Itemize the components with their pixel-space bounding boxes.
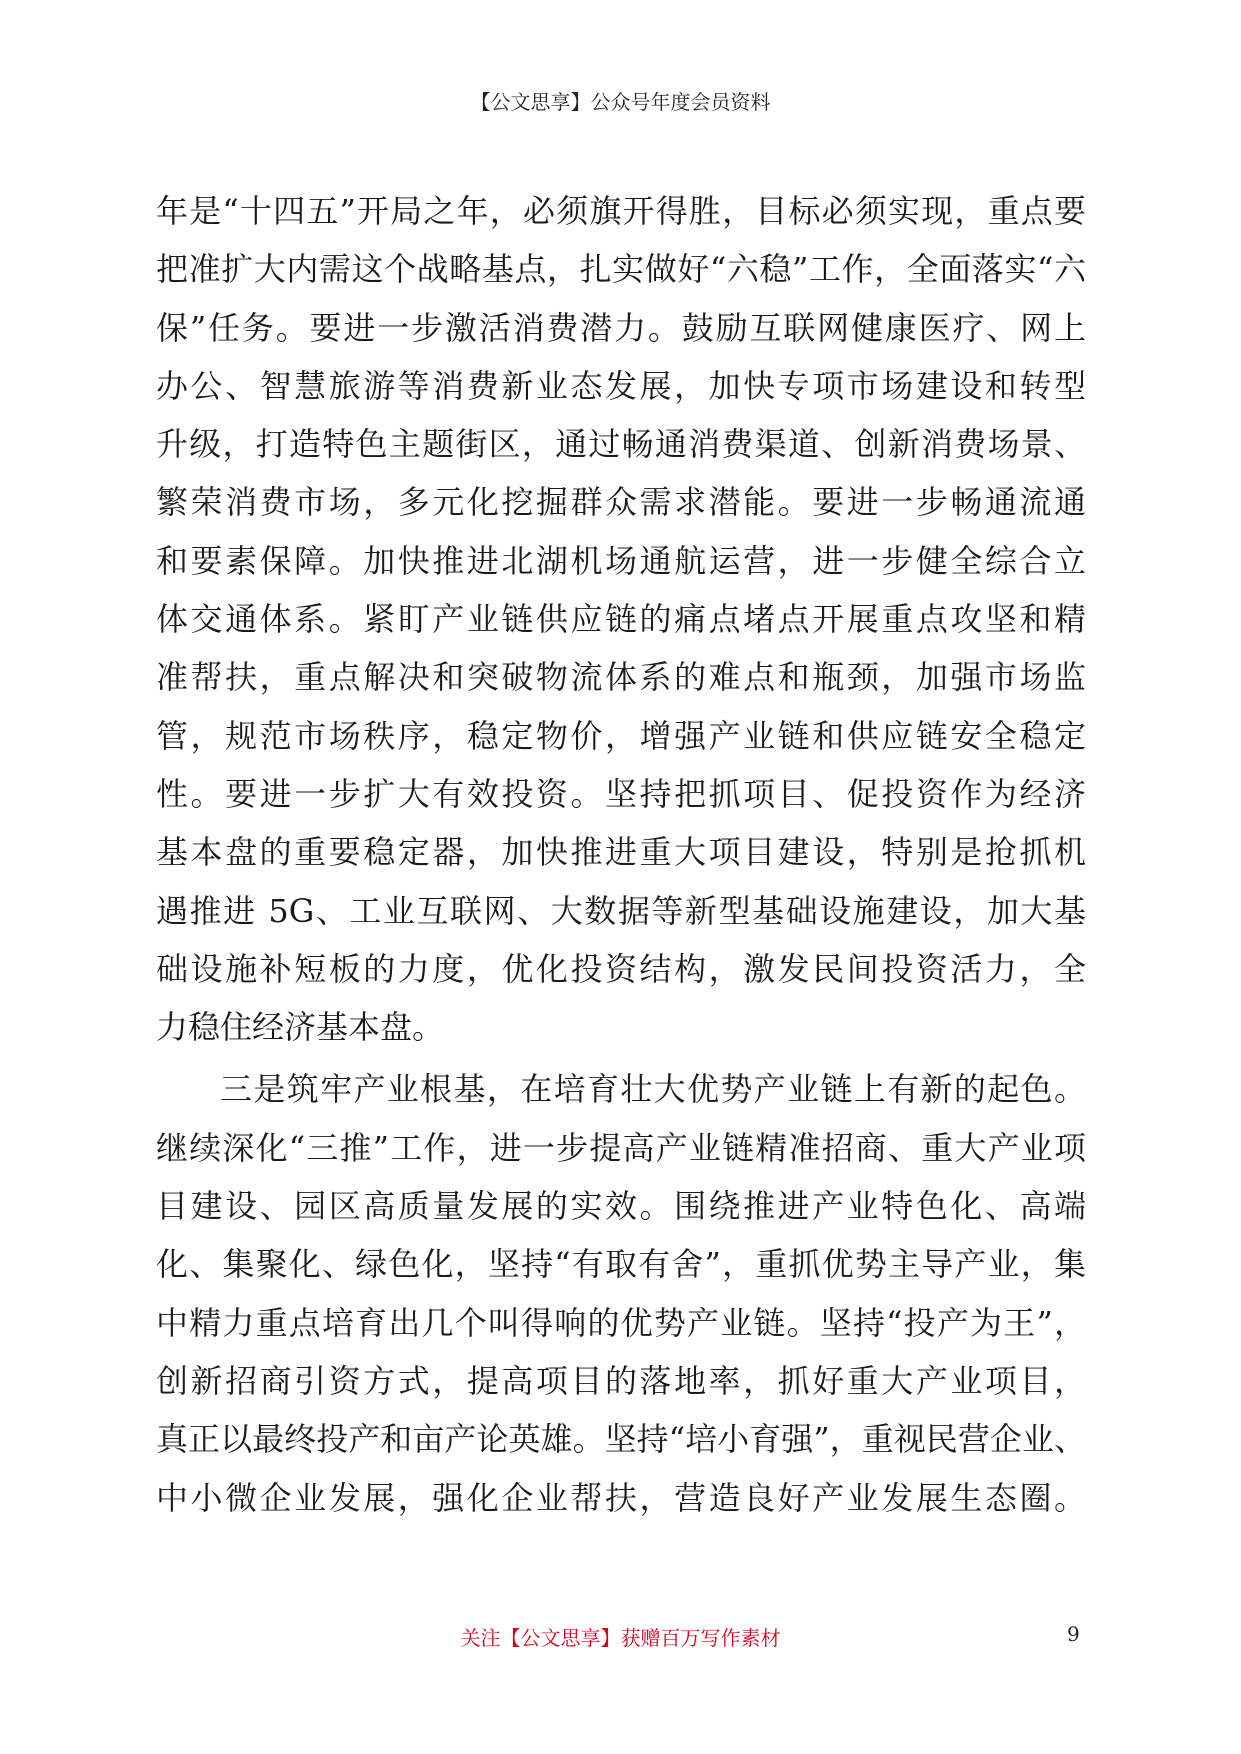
paragraph-2-line-3: 目建设、园区高质量发展的实效。围绕推进产业特色化、高端 (156, 1187, 1086, 1226)
paragraph-2-line-6: 创新招商引资方式，提高项目的落地率，抓好重大产业项目， (156, 1361, 1086, 1400)
paragraph-1-line-14: 础设施补短板的力度，优化投资结构，激发民间投资活力，全 (156, 949, 1086, 988)
page-footer: 关注【公文思享】获赠百万写作素材 (460, 1626, 781, 1650)
paragraph-1-line-5: 升级，打造特色主题街区，通过畅通消费渠道、创新消费场景、 (156, 425, 1086, 464)
paragraph-1-line-9: 准帮扶，重点解决和突破物流体系的难点和瓶颈，加强市场监 (156, 658, 1086, 697)
paragraph-1-line-1: 年是“十四五”开局之年，必须旗开得胜，目标必须实现，重点要 (156, 192, 1086, 230)
page-number: 9 (1067, 1622, 1080, 1646)
paragraph-1-line-7: 和要素保障。加快推进北湖机场通航运营，进一步健全综合立 (156, 541, 1086, 580)
paragraph-2-line-4: 化、集聚化、绿色化，坚持“有取有舍”，重抓优势主导产业，集 (156, 1245, 1086, 1284)
paragraph-1-line-4: 办公、智慧旅游等消费新业态发展，加快专项市场建设和转型 (156, 366, 1086, 405)
paragraph-1-line-8: 体交通体系。紧盯产业链供应链的痛点堵点开展重点攻坚和精 (156, 600, 1086, 639)
page-header: 【公文思享】公众号年度会员资料 (470, 90, 771, 114)
paragraph-1-line-10: 管，规范市场秩序，稳定物价，增强产业链和供应链安全稳定 (156, 716, 1086, 755)
paragraph-2-line-1: 三是筑牢产业根基，在培育壮大优势产业链上有新的起色。 (220, 1070, 1086, 1109)
paragraph-2-line-8: 中小微企业发展，强化企业帮扶，营造良好产业发展生态圈。 (156, 1478, 1086, 1517)
paragraph-1-line-11: 性。要进一步扩大有效投资。坚持把抓项目、促投资作为经济 (156, 774, 1086, 813)
paragraph-2-line-7: 真正以最终投产和亩产论英雄。坚持“培小育强”，重视民营企业、 (156, 1420, 1086, 1459)
document-body (156, 182, 1086, 1527)
paragraph-1-line-2: 把准扩大内需这个战略基点，扎实做好“六稳”工作，全面落实“六 (156, 250, 1086, 289)
paragraph-1-line-15: 力稳住经济基本盘。 (156, 1008, 445, 1047)
paragraph-1-line-12: 基本盘的重要稳定器，加快推进重大项目建设，特别是抢抓机 (156, 833, 1086, 872)
paragraph-2-line-2: 继续深化“三推”工作，进一步提高产业链精准招商、重大产业项 (156, 1128, 1086, 1167)
paragraph-1-line-6: 繁荣消费市场，多元化挖掘群众需求潜能。要进一步畅通流通 (156, 483, 1086, 522)
paragraph-1-line-13: 遇推进 5G、工业互联网、大数据等新型基础设施建设，加大基 (156, 891, 1086, 930)
paragraph-1-line-3: 保”任务。要进一步激活消费潜力。鼓励互联网健康医疗、网上 (156, 308, 1086, 347)
paragraph-2-line-5: 中精力重点培育出几个叫得响的优势产业链。坚持“投产为王”， (156, 1303, 1086, 1342)
